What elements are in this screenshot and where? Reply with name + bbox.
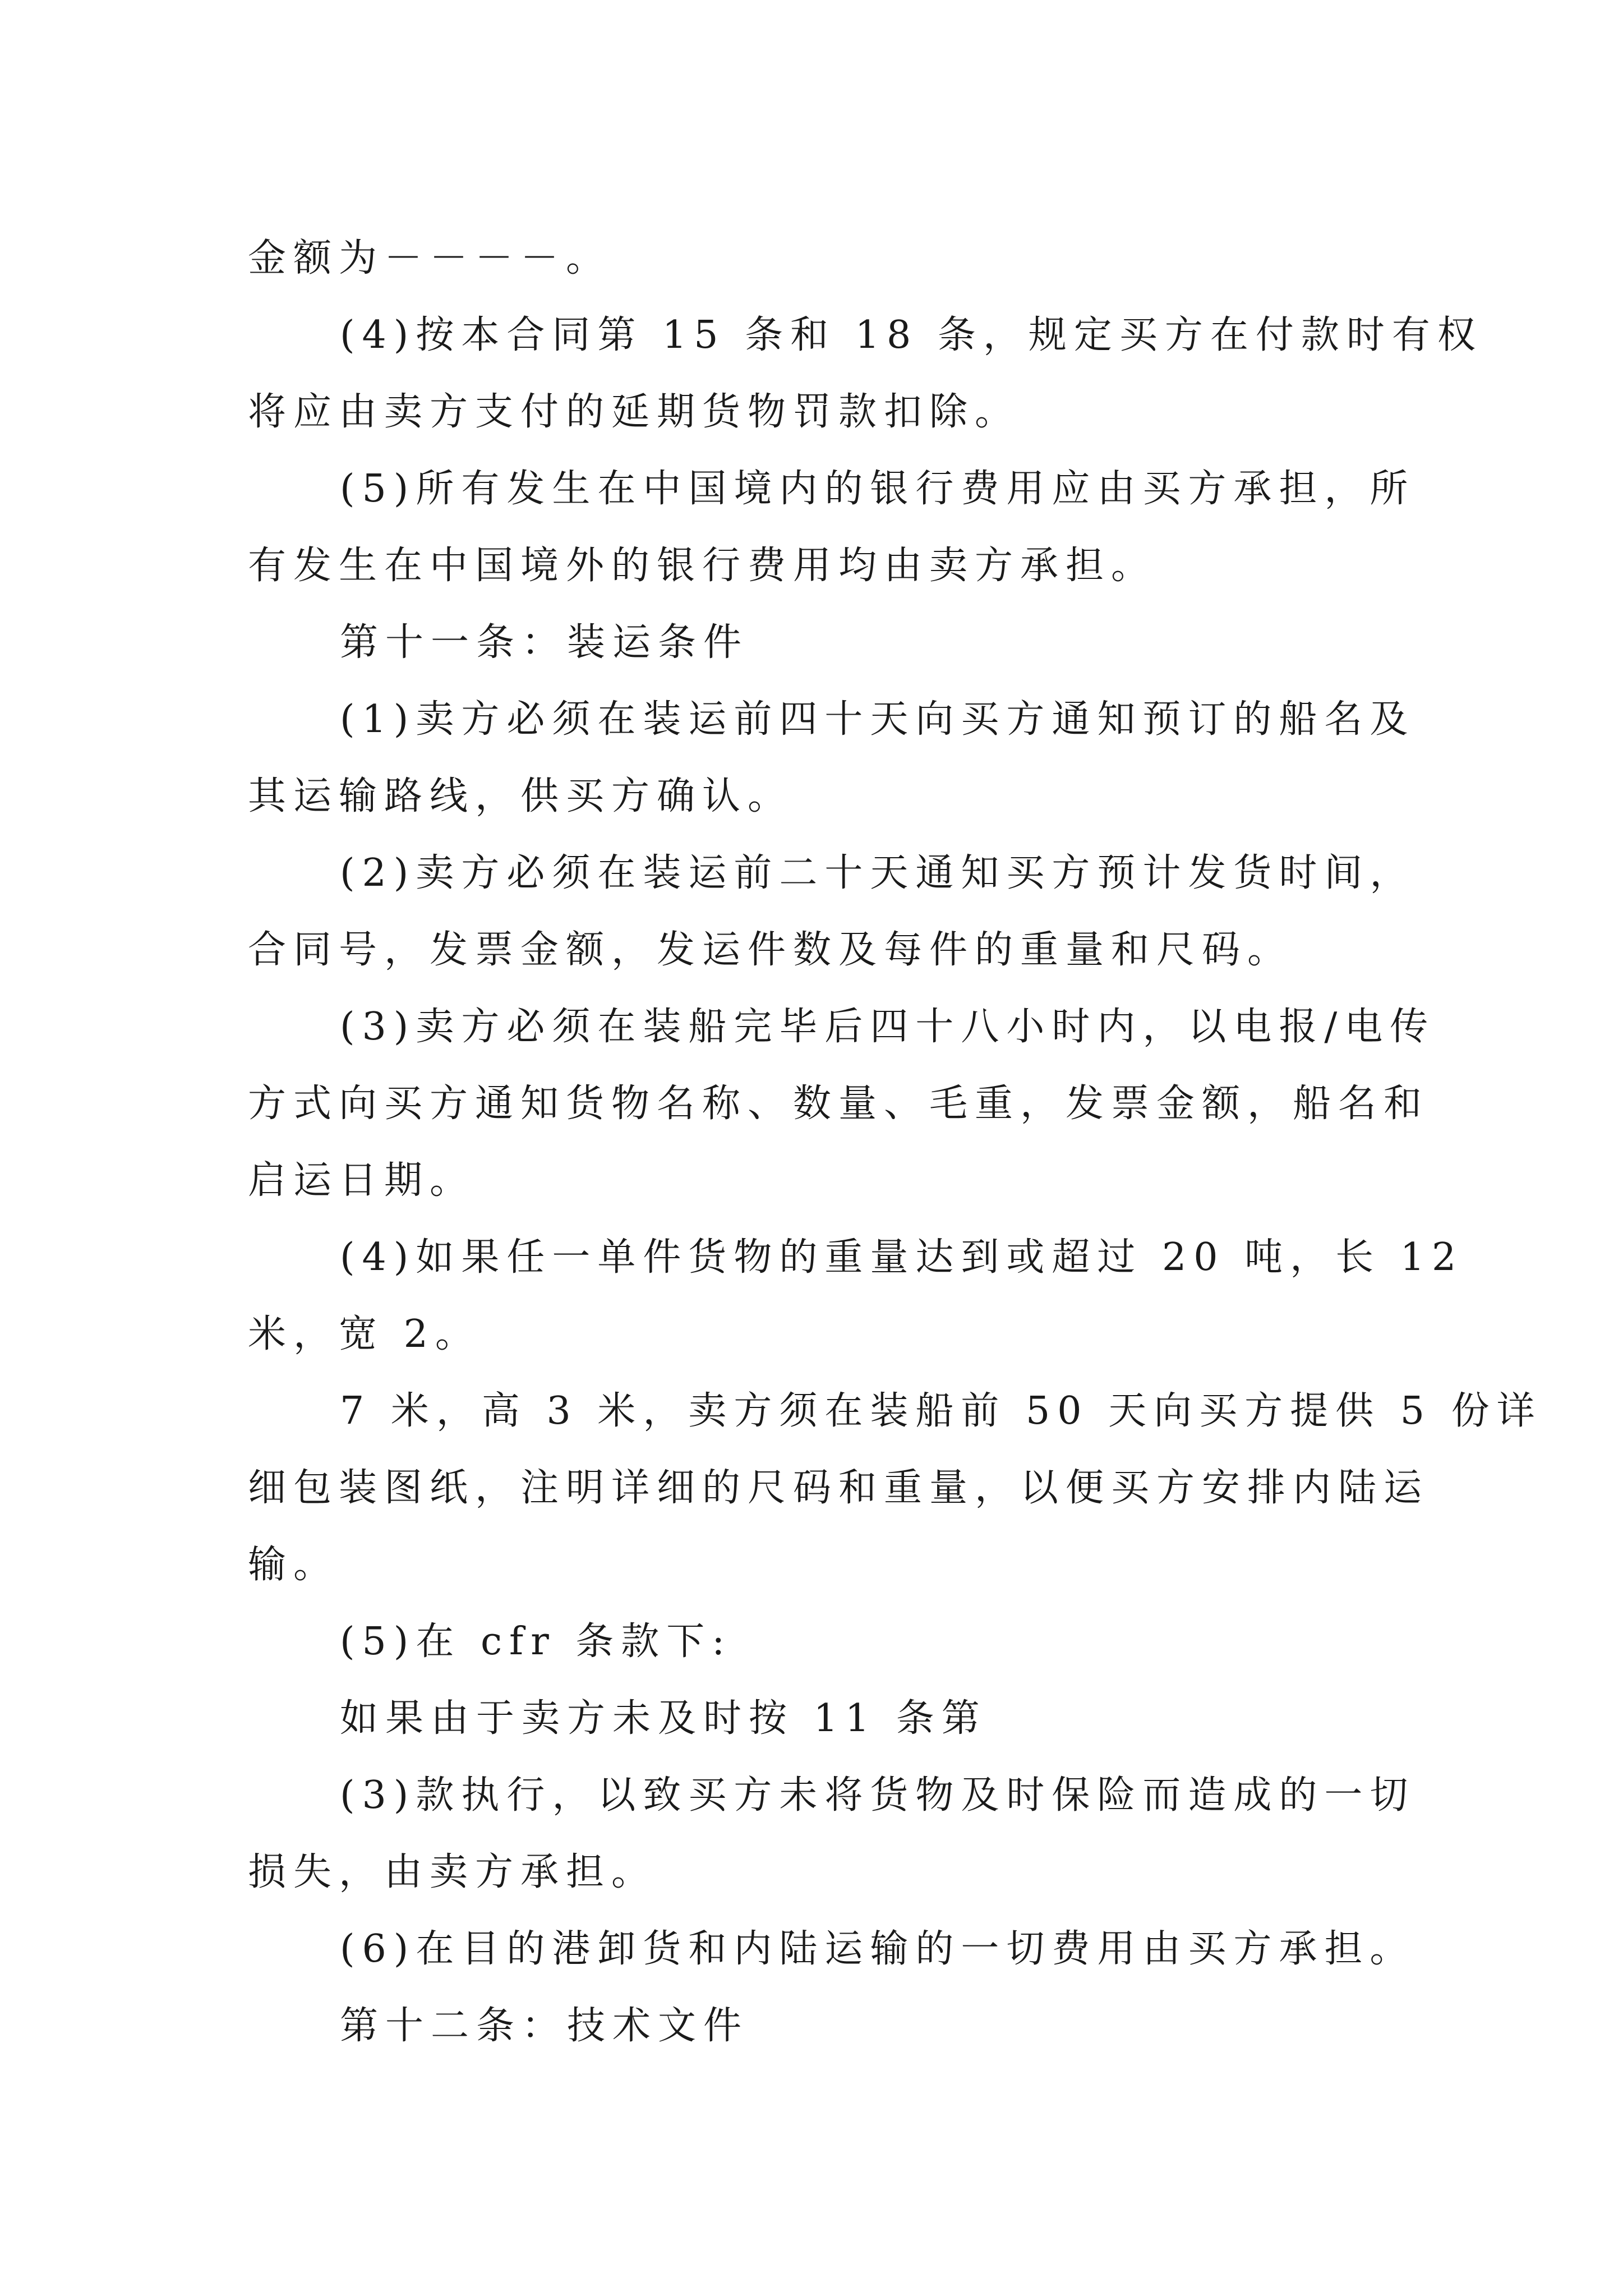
- text-line: 损失，由卖方承担。: [248, 1850, 657, 1894]
- text-line: (5)所有发生在中国境内的银行费用应由买方承担，所: [340, 467, 1415, 511]
- text-line: 其运输路线，供买方确认。: [248, 774, 794, 818]
- text-line: (4)如果任一单件货物的重量达到或超过 20 吨，长 12: [340, 1235, 1464, 1280]
- text-line: (2)卖方必须在装运前二十天通知买方预计发货时间，: [340, 851, 1415, 895]
- text-line: 如果由于卖方未及时按 11 条第: [340, 1696, 987, 1741]
- text-line: (3)卖方必须在装船完毕后四十八小时内，以电报/电传: [340, 1005, 1436, 1049]
- text-line: 将应由卖方支付的延期货物罚款扣除。: [248, 390, 1021, 434]
- text-line: (5)在 cfr 条款下:: [340, 1619, 732, 1664]
- text-line: 输。: [248, 1543, 339, 1587]
- text-line: 合同号，发票金额，发运件数及每件的重量和尺码。: [248, 928, 1293, 972]
- text-line: 第十二条：技术文件: [340, 2004, 749, 2048]
- text-line: (3)款执行，以致买方未将货物及时保险而造成的一切: [340, 1773, 1415, 1818]
- document-body: [248, 220, 1542, 2064]
- text-line: 第十一条：装运条件: [340, 620, 749, 665]
- text-line: 7 米，高 3 米，卖方须在装船前 50 天向买方提供 5 份详: [340, 1389, 1542, 1433]
- text-line: 启运日期。: [248, 1158, 476, 1203]
- text-line: 金额为－－－－。: [248, 236, 612, 280]
- text-line: (6)在目的港卸货和内陆运输的一切费用由买方承担。: [340, 1927, 1415, 1971]
- text-line: (4)按本合同第 15 条和 18 条，规定买方在付款时有权: [340, 313, 1483, 357]
- text-line: 方式向买方通知货物名称、数量、毛重，发票金额，船名和: [248, 1082, 1430, 1126]
- text-line: 有发生在中国境外的银行费用均由卖方承担。: [248, 544, 1157, 588]
- text-line: (1)卖方必须在装运前四十天向买方通知预订的船名及: [340, 697, 1415, 742]
- text-line: 米，宽 2。: [248, 1312, 481, 1356]
- text-line: 细包装图纸，注明详细的尺码和重量，以便买方安排内陆运: [248, 1466, 1430, 1510]
